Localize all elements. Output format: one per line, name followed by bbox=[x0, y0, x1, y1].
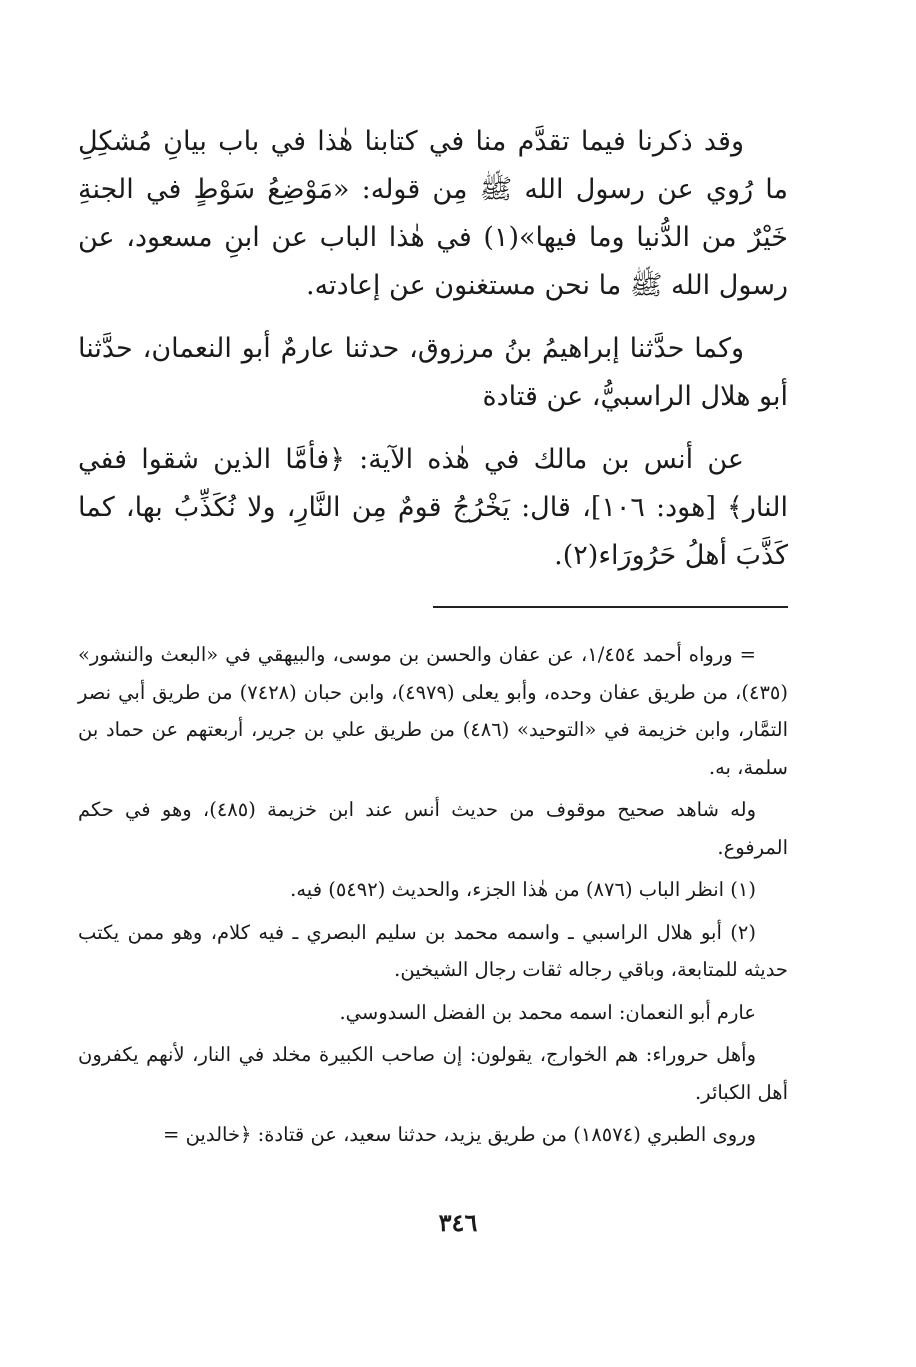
footnote-paragraph: (١) انظر الباب (٨٧٦) من هٰذا الجزء، والحديث (٥٤٩٢) فيه. bbox=[290, 878, 756, 901]
page-body bbox=[78, 118, 788, 1159]
footnote-paragraph: = ورواه أحمد ١/٤٥٤، عن عفان والحسن بن موسى، والبيهقي في «البعث والنشور» (٤٣٥)، من طريق عفان وحده، وأبو يعلى (٤٩٧٩)، وابن حبان (٧٤٢٨) من طريق أبي نصر التمَّار، وابن خزيمة في «التوحيد» (٤٨٦) من طريق علي بن جرير، أربعتهم عن حماد بن سلمة، به. bbox=[78, 643, 788, 779]
main-paragraph: وكما حدَّثنا إبراهيمُ بنُ مرزوق، حدثنا عارمٌ أبو النعمان، حدَّثنا أبو هلال الراسبيُّ، عن قتادة bbox=[78, 333, 788, 412]
page-number: ٣٤٦ bbox=[438, 1208, 478, 1237]
footnote-paragraph: وروى الطبري (١٨٥٧٤) من طريق يزيد، حدثنا سعيد، عن قتادة: ﴿خالدين = bbox=[163, 1123, 756, 1146]
footnote-paragraph: (٢) أبو هلال الراسبي ـ واسمه محمد بن سليم البصري ـ فيه كلام، وهو ممن يكتب حديثه للمتابعة، وباقي رجاله ثقات رجال الشيخين. bbox=[78, 920, 788, 981]
footnote-paragraph: عارم أبو النعمان: اسمه محمد بن الفضل السدوسي. bbox=[339, 1000, 756, 1024]
main-paragraph: وقد ذكرنا فيما تقدَّم منا في كتابنا هٰذا في باب بيانِ مُشكِلِ ما رُوي عن رسول الله ﷺ مِن قوله: «مَوْضِعُ سَوْطٍ في الجنةِ خَيْرٌ من الدُّنيا وما فيها»(١) في هٰذا الباب عن ابنِ مسعود، عن رسول الله ﷺ ما نحن مستغنون عن إعادته. bbox=[78, 126, 788, 301]
main-paragraph: عن أنس بن مالك في هٰذه الآية: ﴿فأمَّا الذين شقوا ففي النار﴾ [هود: ١٠٦]، قال: يَخْرُجُ قومٌ مِن النَّارِ، ولا نُكَذِّبُ بها، كما كَذَّبَ أهلُ حَرُورَاء(٢). bbox=[78, 444, 789, 571]
footnote-separator bbox=[433, 606, 788, 608]
footnote-paragraph: وأهل حروراء: هم الخوارج، يقولون: إن صاحب الكبيرة مخلد في النار، لأنهم يكفرون أهل الكبائر. bbox=[78, 1043, 788, 1104]
footnote-paragraph: وله شاهد صحيح موقوف من حديث أنس عند ابن خزيمة (٤٨٥)، وهو في حكم المرفوع. bbox=[78, 798, 788, 859]
